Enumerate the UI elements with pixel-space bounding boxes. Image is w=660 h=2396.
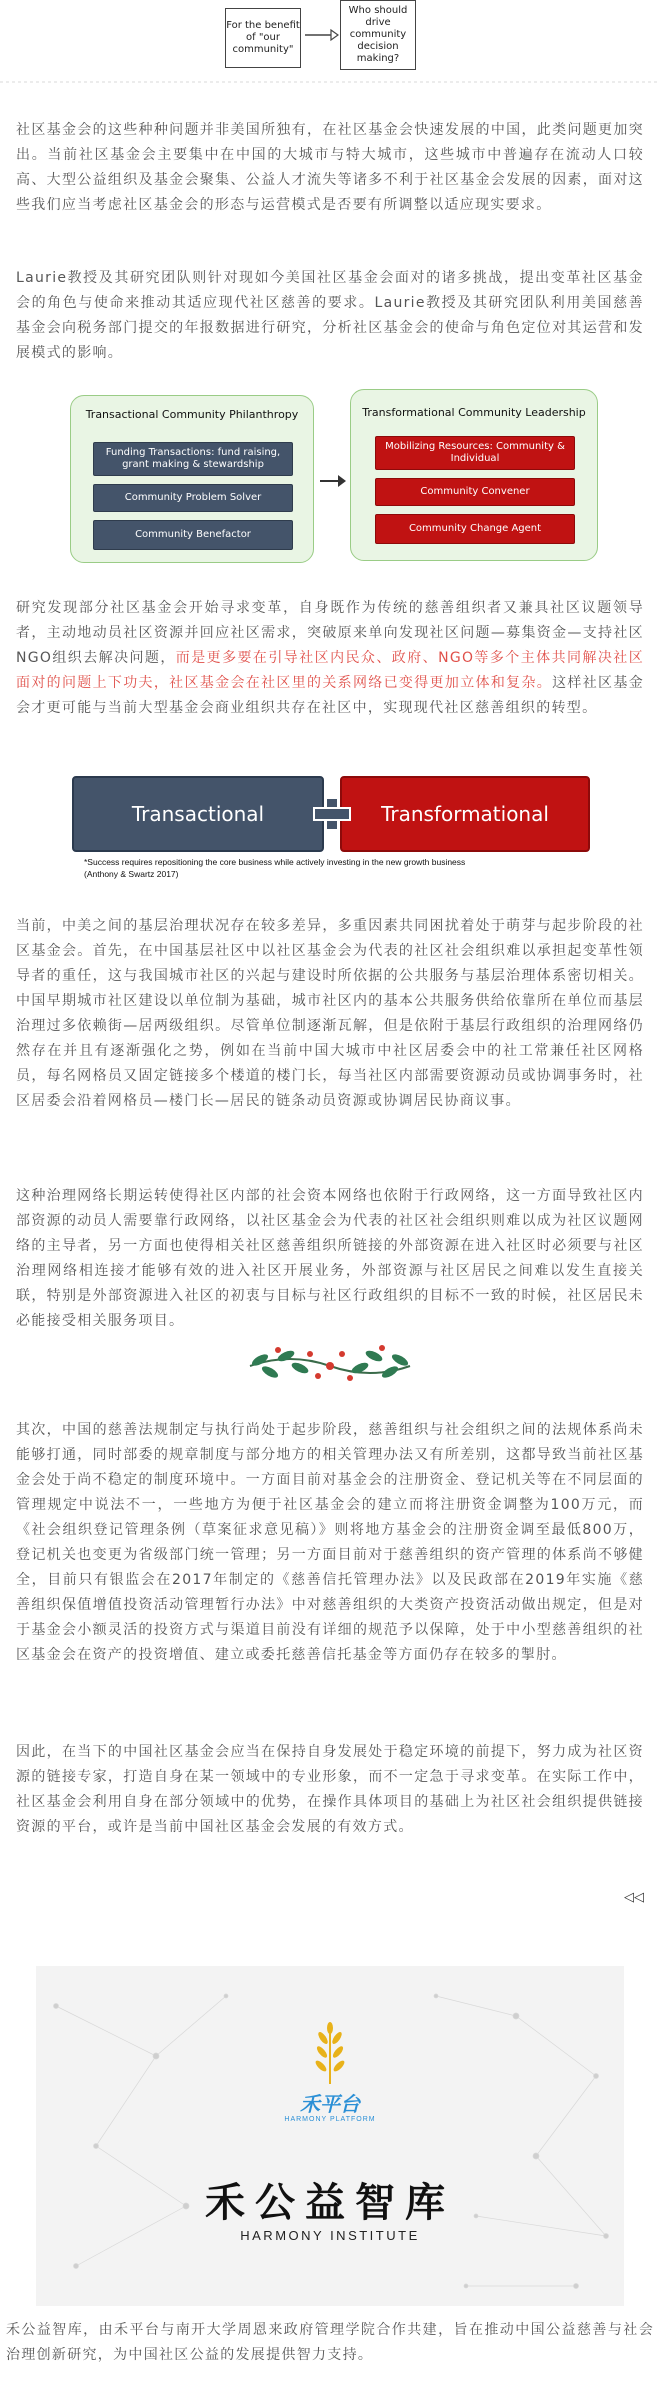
paragraph-4: 当前，中美之间的基层治理状况存在较多差异，多重因素共同困扰着处于萌芽与起步阶段的社区基金会。首先，在中国基层社区中以社区基金会为代表的社区社会组织难以承担起变革性领导者的重任，这与我国城市社区的兴起与建设时所依据的公共服务与基层治理体系密切相关。中国早期城市社区建设以单位制为基础，城市社区内的基本公共服务供给依靠所在单位而基层治理过多依赖街—居两级组织。尽管单位制逐渐瓦解，但是依附于基层行政组织的治理网络仍然存在并且有逐渐强化之势，例如在当前中国大城市中社区居委会中的社工常兼任社区网格员，每名网格员又固定链接多个楼道的楼门长，每当社区内部需要资源动员或协调事务时，社区居委会沿着网格员—楼门长—居民的链条动员资源或协调居民协商议事。 (16, 918, 644, 1109)
panel-item-change-agent: Community Change Agent (375, 514, 575, 544)
institute-title-en: HARMONY INSTITUTE (240, 2228, 420, 2243)
paragraph-3-part-a: 研究发现部分社区基金会开始寻求变革，自身既作为传统的慈善组织者又兼具社区议题领导者，主动地动员社区资源并回应社区需求，突破原来单向发现社区问题—募集资金—支持社区NGO组织去解决问题， (16, 600, 644, 666)
panel-item-funding: Funding Transactions: fund raising, grant making & stewardship (93, 442, 293, 476)
panel-item-benefactor: Community Benefactor (93, 520, 293, 550)
panel-item-problem-solver: Community Problem Solver (93, 484, 293, 512)
garland-divider-icon (240, 1338, 420, 1394)
divider-line (0, 80, 660, 84)
paragraph-7: 因此，在当下的中国社区基金会应当在保持自身发展处于稳定环境的前提下，努力成为社区资源的链接专家，打造自身在某一领域中的专业形象，而不一定急于寻求变革。在实际工作中，社区基金会利用自身在部分领域中的优势，在操作具体项目的基础上为社区社会组织提供链接资源的平台，或许是当前中国社区基金会发展的有效方式。 (16, 1744, 644, 1835)
panel-transactional-title: Transactional Community Philanthropy (85, 408, 299, 421)
panel-transformational-title: Transformational Community Leadership (362, 406, 586, 419)
transition-note-2: (Anthony & Swartz 2017) (84, 869, 179, 879)
paragraph-6: 其次，中国的慈善法规制定与执行尚处于起步阶段，慈善组织与社会组织之间的法规体系尚未能够打通，同时部委的规章制度与部分地方的相关管理办法又有所差别，这都导致当前社区基金会处于尚不稳定的制度环境中。一方面目前对基金会的注册资金、登记机关等在不同层面的管理规定中说法不一，一些地方为便于社区基金会的建立而将注册资金调整为100万元，而《社会组织登记管理条例（草案征求意见稿）》则将地方基金会的注册资金调至最低800万，登记机关也变更为省级部门统一管理；另一方面目前对于慈善组织的资产管理的体系尚不够健全，目前只有银监会在2017年制定的《慈善信托管理办法》以及民政部在2019年实施《慈善组织保值增值投资活动管理暂行办法》中对慈善组织的大类资产投资活动做出规定，但是对于基金会小额灵活的投资方式与渠道目前没有详细的规范予以保障，处于中小型慈善组织的社区基金会在资产的投资增值、建立或委托慈善信托基金等方面仍存在较多的掣肘。 (16, 1422, 644, 1663)
diagram-box-decision (340, 0, 416, 70)
wheat-logo-icon (304, 2022, 356, 2086)
panel-item-convener: Community Convener (375, 478, 575, 506)
diagram-arrow (303, 28, 339, 42)
network-background (36, 1966, 624, 2306)
paragraph-3-highlight: 而是更多要在引导社区内民众、政府、NGO等多个主体共同解决社区面对的问题上下功夫，社区基金会在社区里的关系网络已变得更加立体和复杂。 (16, 650, 645, 691)
paragraph-2: Laurie教授及其研究团队则针对现如今美国社区基金会面对的诸多挑战，提出变革社区基金会的角色与使命来推动其适应现代社区慈善的要求。Laurie教授及其研究团队利用美国慈善基金会向税务部门提交的年报数据进行研究，分析社区基金会的使命与角色定位对其运营和发展模式的影响。 (16, 270, 644, 361)
transformational-bar: Transformational (340, 776, 590, 852)
institute-title-cn: 禾公益智库 (205, 2179, 455, 2226)
panel-item-mobilizing: Mobilizing Resources: Community & Individual (375, 436, 575, 470)
panel-transformational (350, 389, 598, 561)
transition-note-1: *Success requires repositioning the core business while actively investing in the new growth business (84, 857, 466, 867)
diagram-box-benefit (225, 8, 301, 68)
plus-icon (312, 796, 352, 832)
paragraph-1: 社区基金会的这些种种问题并非美国所独有，在社区基金会快速发展的中国，此类问题更加突出。当前社区基金会主要集中在中国的大城市与特大城市，这些城市中普遍存在流动人口较高、大型公益组织及基金会聚集、公益人才流失等诸多不利于社区基金会发展的因素，面对这些我们应当考虑社区基金会的形态与运营模式是否要有所调整以适应现实要求。 (16, 122, 644, 213)
footer-logo-image (36, 1966, 624, 2306)
platform-name-en: HARMONY PLATFORM (284, 2116, 376, 2123)
transactional-bar: Transactional (72, 776, 324, 852)
paragraph-3-part-c: 这样社区基金会才更可能与当前大型基金会商业组织共存在社区中，实现现代社区慈善组织的转型。 (16, 675, 644, 716)
paragraph-8: 禾公益智库，由禾平台与南开大学周恩来政府管理学院合作共建，旨在推动中国公益慈善与社会治理创新研究，为中国社区公益的发展提供智力支持。 (6, 2322, 654, 2363)
paragraph-3 (16, 596, 644, 721)
transition-note (84, 856, 604, 880)
platform-name-cn: 禾平台 (300, 2092, 360, 2116)
diagram-box-decision-text: Who should drive community decision making? (348, 5, 408, 64)
panel-transactional (70, 395, 314, 563)
paragraph-5: 这种治理网络长期运转使得社区内部的社会资本网络也依附于行政网络，这一方面导致社区内部资源的动员人需要靠行政网络，以社区基金会为代表的社区社会组织则难以成为社区议题网络的主导者，另一方面也使得相关社区慈善组织所链接的外部资源在进入社区时必须要与社区治理网络相连接才能够有效的进入社区开展业务，外部资源与社区居民之间难以发生直接关联，特别是外部资源进入社区的初衷与目标与社区行政组织的目标不一致的时候，社区居民未必能接受相关服务项目。 (16, 1188, 644, 1329)
back-arrows-icon: ◁◁ (624, 1890, 644, 1905)
diagram-box-benefit-text: For the benefit of "our community" (226, 20, 300, 55)
panel-arrow-icon (318, 470, 348, 492)
